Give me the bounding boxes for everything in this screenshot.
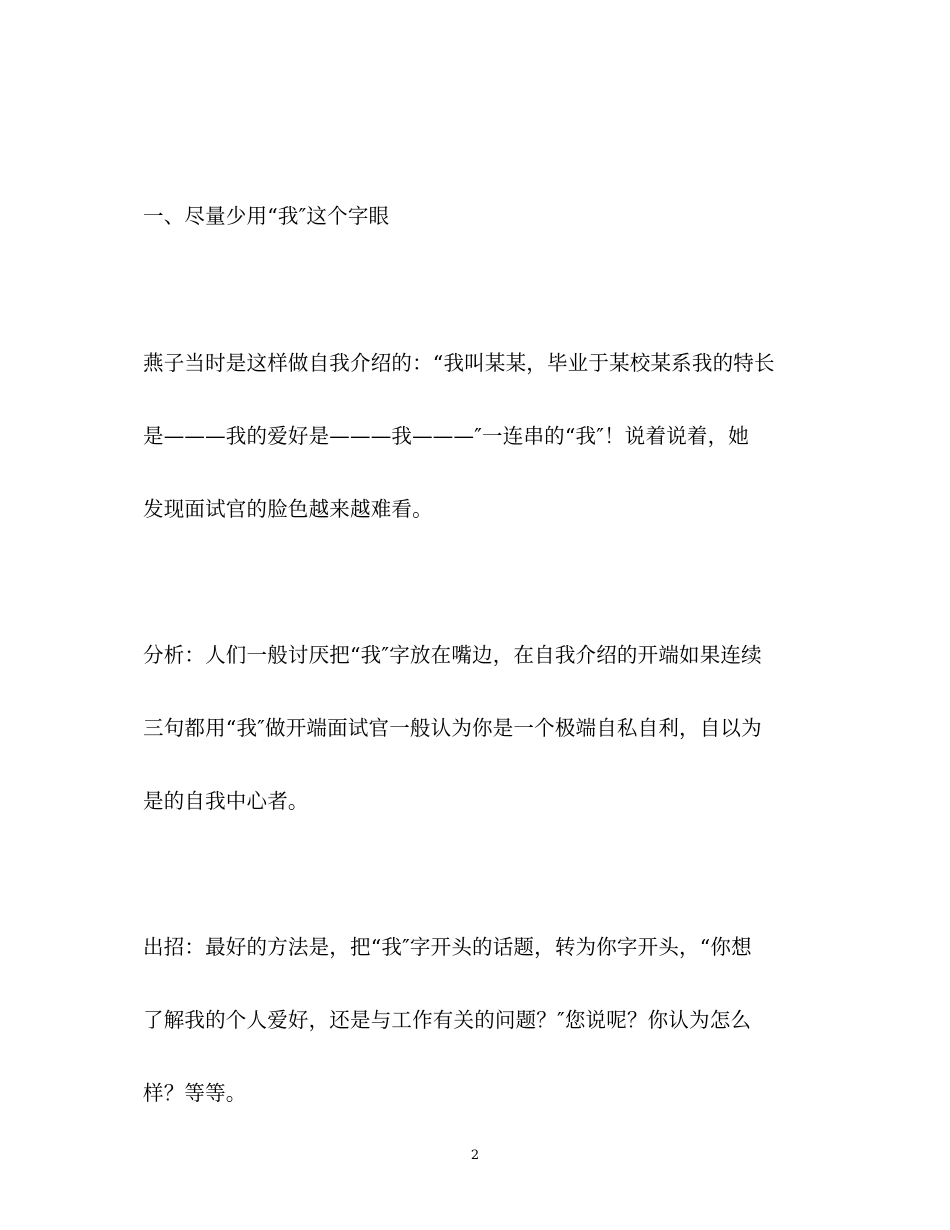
paragraph-line: 发现面试官的脸色越来越难看。 xyxy=(143,497,433,521)
paragraph-line: 了解我的个人爱好，还是与工作有关的问题？″您说呢？你认为怎么 xyxy=(143,1008,752,1032)
page-number: 2 xyxy=(470,1148,480,1163)
paragraph-line: 是的自我中心者。 xyxy=(143,789,309,813)
paragraph-line: 燕子当时是这样做自我介绍的：“我叫某某，毕业于某校某系我的特长 xyxy=(143,351,775,375)
paragraph-line: 三句都用“我″做开端面试官一般认为你是一个极端自私自利，自以为 xyxy=(143,716,762,740)
paragraph-line: 出招：最好的方法是，把“我″字开头的话题，转为你字开头，“你想 xyxy=(143,935,752,959)
section-heading: 一、尽量少用“我″这个字眼 xyxy=(143,204,390,228)
paragraph-line: 分析：人们一般讨厌把“我″字放在嘴边，在自我介绍的开端如果连续 xyxy=(143,643,762,667)
paragraph-line: 样？等等。 xyxy=(143,1081,247,1105)
paragraph-line: 是———我的爱好是———我———″一连串的“我″！说着说着，她 xyxy=(143,424,749,448)
